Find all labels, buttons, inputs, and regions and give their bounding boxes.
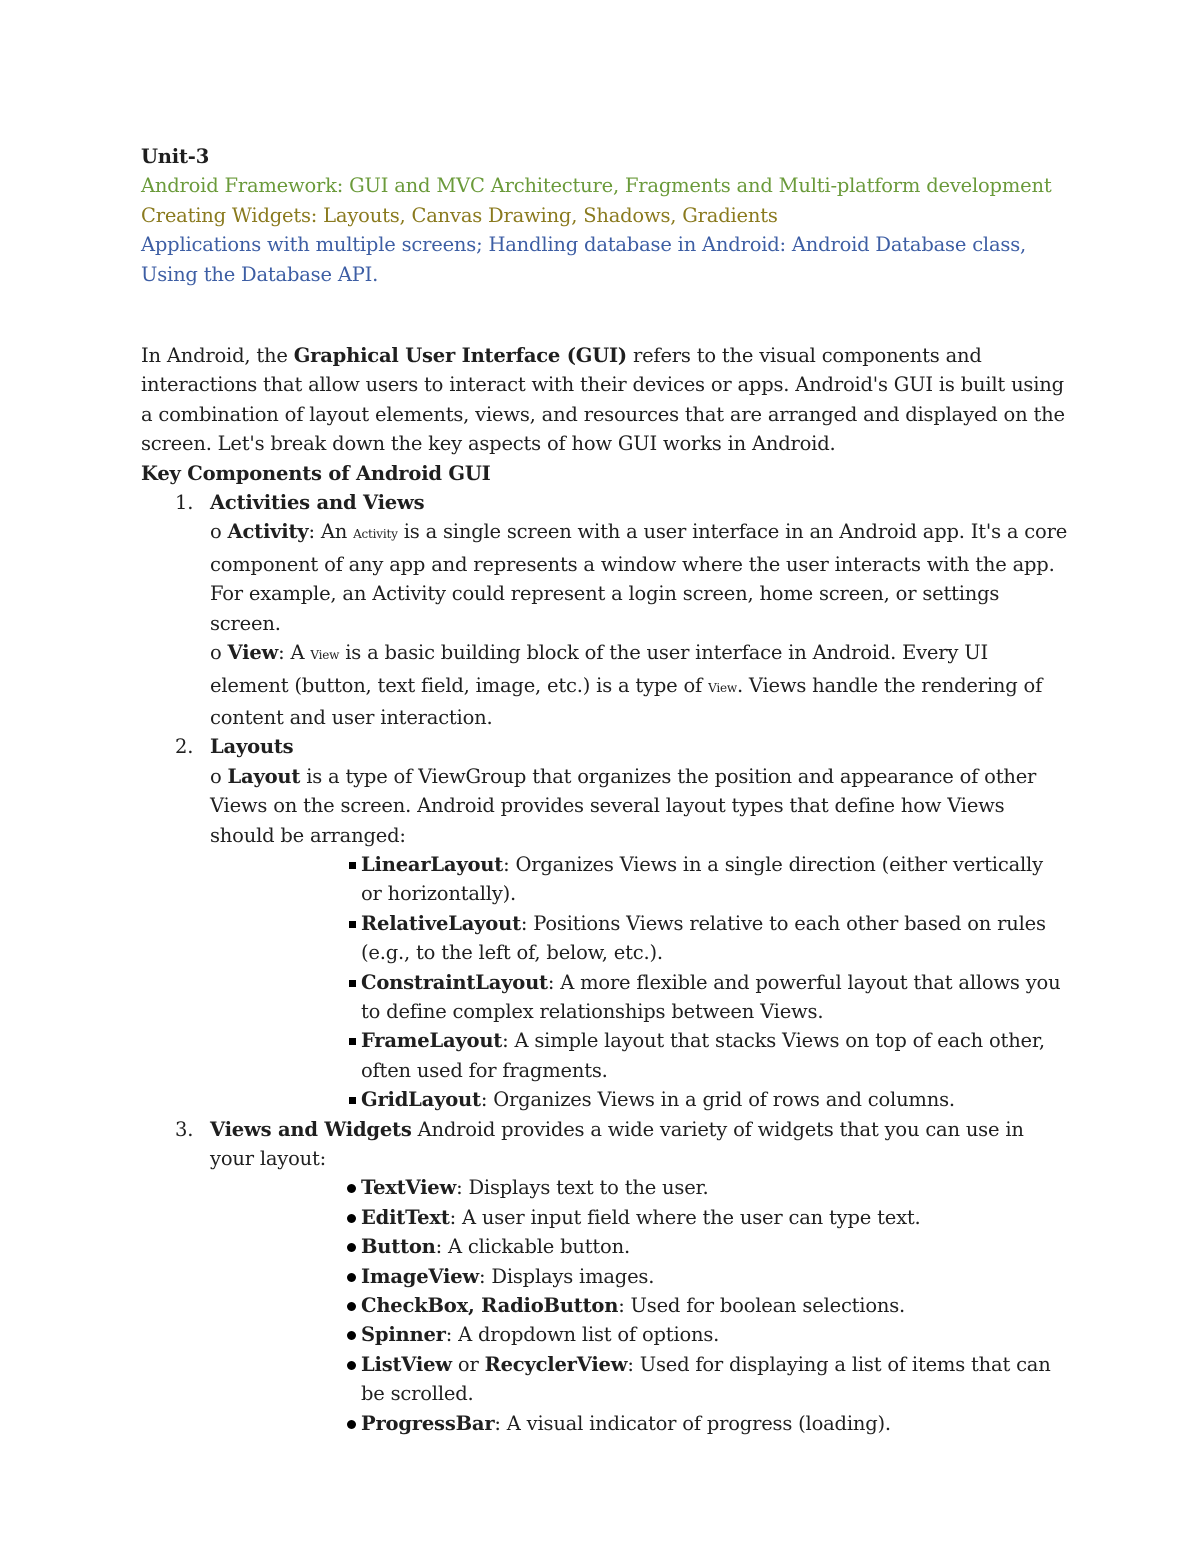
list-number: 1. bbox=[175, 491, 194, 515]
layout-type-term: RelativeLayout bbox=[361, 911, 521, 935]
widget-term: CheckBox, RadioButton bbox=[361, 1294, 619, 1318]
square-bullet-icon bbox=[349, 1038, 356, 1045]
widget-term: EditText bbox=[361, 1205, 450, 1229]
round-bullet-icon bbox=[347, 1361, 356, 1370]
layout-text: is a type of ViewGroup that organizes the position and appearance of other Views on the screen. Android provides several layout types that define how Views should be arranged: bbox=[210, 764, 1037, 847]
list-number: 3. bbox=[175, 1117, 194, 1141]
list-item bbox=[292, 1085, 1061, 1114]
list-item bbox=[292, 1409, 1061, 1438]
layout-type-term: LinearLayout bbox=[361, 852, 504, 876]
layout-term: Layout bbox=[227, 764, 301, 788]
view-text-c: . Views handle the rendering of content and user interaction. bbox=[210, 673, 1043, 729]
intro-text-rest: refers to the visual components and interactions that allow users to interact with their devices or apps. Android's GUI is built using a combination of layout elements, views, and resources that are arranged and displayed on the screen. Let's break down the key aspects of how GUI works in Android. bbox=[141, 344, 1065, 456]
list-item bbox=[292, 968, 1061, 1027]
widget-text: : Displays text to the user. bbox=[456, 1176, 709, 1200]
document-page bbox=[141, 142, 1081, 1438]
list-item bbox=[292, 909, 1061, 968]
activity-code: Activity bbox=[353, 527, 398, 542]
list-item bbox=[292, 850, 1061, 909]
sub-bullet-marker: o bbox=[210, 764, 228, 788]
round-bullet-icon bbox=[347, 1273, 356, 1282]
square-bullet-icon bbox=[349, 862, 356, 869]
layout-types-list bbox=[141, 850, 1081, 1115]
view-description bbox=[210, 638, 1070, 732]
components-list-continued bbox=[141, 1115, 1081, 1174]
list-item bbox=[292, 1291, 1061, 1320]
intro-paragraph bbox=[141, 341, 1071, 459]
list-item-views-widgets bbox=[141, 1115, 1070, 1174]
view-text-b: is a basic building block of the user interface in Android. Every UI element (button, text field, image, etc.) is a type of bbox=[210, 641, 988, 697]
topic-line-framework: Android Framework: GUI and MVC Architecture, Fragments and Multi-platform development bbox=[141, 174, 1052, 198]
view-code-2: View bbox=[708, 680, 737, 695]
widget-connector: or bbox=[451, 1352, 485, 1376]
layout-type-term: ConstraintLayout bbox=[361, 970, 548, 994]
list-item bbox=[292, 1320, 1061, 1349]
view-term: View bbox=[227, 641, 279, 665]
sub-bullet-marker: o bbox=[210, 641, 228, 665]
view-code: View bbox=[310, 648, 340, 663]
section-title-views-widgets: Views and Widgets bbox=[210, 1117, 412, 1141]
round-bullet-icon bbox=[347, 1184, 356, 1193]
widget-term: ListView bbox=[361, 1352, 452, 1376]
activity-text-a: : An bbox=[308, 520, 354, 544]
topic-line-widgets: Creating Widgets: Layouts, Canvas Drawing, Shadows, Gradients bbox=[141, 203, 778, 227]
section-spacer bbox=[141, 289, 1081, 341]
widget-term: ProgressBar bbox=[361, 1411, 495, 1435]
round-bullet-icon bbox=[347, 1302, 356, 1311]
layout-type-text: : Organizes Views in a grid of rows and columns. bbox=[480, 1088, 955, 1112]
key-components-heading: Key Components of Android GUI bbox=[141, 461, 491, 485]
list-item bbox=[292, 1173, 1061, 1202]
square-bullet-icon bbox=[349, 980, 356, 987]
widget-term: TextView bbox=[361, 1176, 457, 1200]
widgets-list bbox=[141, 1173, 1081, 1438]
widget-text: : A clickable button. bbox=[435, 1235, 630, 1259]
square-bullet-icon bbox=[349, 921, 356, 928]
widget-term: Spinner bbox=[361, 1323, 446, 1347]
round-bullet-icon bbox=[347, 1214, 356, 1223]
widget-text: : A visual indicator of progress (loading). bbox=[494, 1411, 891, 1435]
layout-type-text: : A simple layout that stacks Views on top of each other, often used for fragments. bbox=[361, 1029, 1045, 1082]
activity-text-b: is a single screen with a user interface in an Android app. It's a core component of any app and represents a window where the user interacts with the app. For example, an Activity could represent a login screen, home screen, or settings screen. bbox=[210, 520, 1068, 635]
round-bullet-icon bbox=[347, 1243, 356, 1252]
layout-description bbox=[210, 762, 1070, 850]
round-bullet-icon bbox=[347, 1420, 356, 1429]
widget-text: : Used for displaying a list of items that can be scrolled. bbox=[361, 1352, 1051, 1406]
layout-type-term: FrameLayout bbox=[361, 1029, 503, 1053]
intro-gui-term: Graphical User Interface (GUI) bbox=[293, 344, 627, 368]
list-item bbox=[292, 1203, 1061, 1232]
widget-term: Button bbox=[361, 1235, 436, 1259]
list-number: 2. bbox=[175, 735, 194, 759]
components-list bbox=[141, 488, 1081, 850]
list-item bbox=[292, 1350, 1061, 1409]
unit-title: Unit-3 bbox=[141, 145, 210, 168]
layout-type-text: : Positions Views relative to each other based on rules (e.g., to the left of, below, etc.). bbox=[361, 911, 1046, 965]
layout-type-text: : Organizes Views in a single direction (either vertically or horizontally). bbox=[361, 852, 1043, 906]
activity-description bbox=[210, 517, 1070, 638]
widget-text: : Displays images. bbox=[479, 1264, 655, 1288]
layout-type-text: : A more flexible and powerful layout that allows you to define complex relationships between Views. bbox=[361, 970, 1061, 1023]
list-item bbox=[292, 1232, 1061, 1261]
list-item bbox=[292, 1262, 1061, 1291]
square-bullet-icon bbox=[349, 1097, 356, 1104]
list-item-activities-views bbox=[141, 488, 1070, 732]
list-item-layouts bbox=[141, 732, 1070, 850]
views-widgets-intro: Android provides a wide variety of widgets that you can use in your layout: bbox=[210, 1117, 1024, 1170]
widget-term-2: RecyclerView bbox=[484, 1352, 628, 1376]
activity-term: Activity bbox=[227, 520, 309, 544]
section-title-activities-views: Activities and Views bbox=[210, 491, 425, 515]
widget-text: : Used for boolean selections. bbox=[618, 1294, 906, 1318]
intro-text-start: In Android, the bbox=[141, 344, 294, 368]
widget-term: ImageView bbox=[361, 1264, 480, 1288]
topic-line-database-api: Using the Database API. bbox=[141, 262, 379, 286]
topic-line-screens: Applications with multiple screens; Handling database in Android: Android Database class, bbox=[141, 233, 1026, 257]
section-title-layouts: Layouts bbox=[210, 735, 294, 759]
widget-text: : A user input field where the user can type text. bbox=[449, 1205, 921, 1229]
round-bullet-icon bbox=[347, 1331, 356, 1340]
sub-bullet-marker: o bbox=[210, 520, 228, 544]
view-text-a: : A bbox=[278, 641, 311, 665]
layout-type-term: GridLayout bbox=[361, 1088, 481, 1112]
widget-text: : A dropdown list of options. bbox=[445, 1323, 720, 1347]
list-item bbox=[292, 1026, 1061, 1085]
